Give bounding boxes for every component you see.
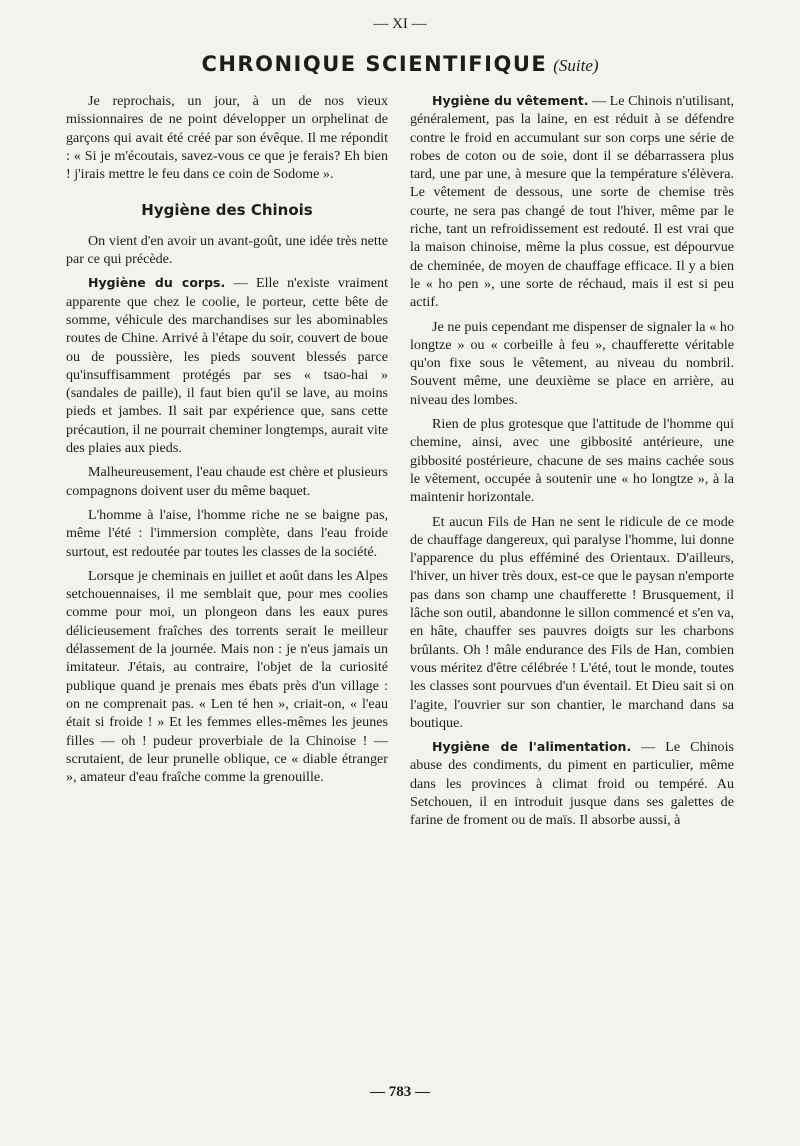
runin-heading-vetement: Hygiène du vêtement. [432,93,589,108]
page-roman-numeral: — XI — [373,16,427,32]
page-number: — 783 — [370,1084,430,1100]
paragraph-aucun: Et aucun Fils de Han ne sent le ridicule de ce mode de chauffage dangereux, qui paralyse l'homme, lui donne l'apparence du plus efféminé des Orientaux. D'ailleurs, l'hiver, un hiver très doux, est-ce que le paysan n'emporte pas dans son champ une chaufferette ! Brusquement, il lâche son outil, abandonne le sillon commencé et s'en va, en hâte, chauffer ses pauvres doigts sur les charbons brûlants. Oh ! mâle endurance des Fils de Han, combien vous méritez d'être célébrée ! L'été, tout le monde, toutes les classes sont pourvues d'un éventail. Et Dieu sait si on l'agite, l'ouvrier sur son chantier, le marchand dans sa boutique. [410,513,734,731]
chronicle-title: CHRONIQUE SCIENTIFIQUE [201,52,548,76]
paragraph-intro: Je reprochais, un jour, à un de nos vieux missionnaires de ne point développer un orphelinat de garçons qui avait été créé par son évêque. Il me répondit : « Si je m'écoutais, savez-vous ce que je ferais? Eh bien ! j'irais mettre le feu dans ce coin de Sodome ». [66,93,388,183]
paragraph-homme-aise: L'homme à l'aise, l'homme riche ne se baigne pas, même l'été : l'immersion complète, dans l'eau froide surtout, est redoutée par toutes les classes de la société. [66,506,388,560]
right-column [410,92,734,836]
corps-text: — Elle n'existe vraiment apparente que chez le coolie, le porteur, cette bête de somme, véhicule des marchandises sur les abominables routes de Chine. Arrivé à l'étape du soir, couvert de boue ou de poussière, les pieds souvent blessés parce qu'insuffisamment protégés par ses « tsao-hai » (sandales de paille), il faut bien qu'il se lave, au moins pieds et jambes. Il sait par expérience que, sans cette précaution, il ne pourrait cheminer longtemps, aurait vite des plaies aux pieds. [66,275,388,457]
paragraph-malheureusement: Malheureusement, l'eau chaude est chère et plusieurs compagnons doivent user du même baquet. [66,464,388,499]
paragraph-rien: Rien de plus grotesque que l'attitude de l'homme qui chemine, ainsi, avec une gibbosité antérieure, une gibbosité postérieure, chacune de ses mains cachée sous le vêtement, occupée à soutenir une « ho longtze », à la maintenir horizontale. [410,416,734,506]
paragraph-avant-gout: On vient d'en avoir un avant-goût, une idée très nette par ce qui précède. [66,232,388,268]
paragraph-je-ne-puis: Je ne puis cependant me dispenser de signaler la « ho longtze » ou « corbeille à feu », chaufferette véritable qu'on fixe sous le vêtement, au niveau du nombril. Souvent même, une deuxième se place en arrière, au niveau des lombes. [410,318,734,408]
title-suite: (Suite) [553,56,599,75]
runin-heading-corps: Hygiène du corps. [88,275,226,291]
runin-heading-alimentation: Hygiène de l'alimentation. [432,739,632,755]
section-heading: Hygiène des Chinois [141,201,313,220]
paragraph-hygiene-vetement [410,92,734,312]
page-title [0,52,800,76]
vetement-text: — Le Chinois n'utilisant, généralement, pas la laine, en est réduit à se défendre contre le froid en accumulant sur son corps une série de robes de coton ou de soie, dont il se débarrassera plus tard, une par une, à mesure que la température s'élèvera. Le vêtement de dessous, une sorte de chemise très courte, ne sera pas changé de tout l'hiver, même par le riche, tant un refroidissement est redouté. Il est vrai que la maison chinoise, même la plus cossue, est dépourvue de cheminée, de moyen de chauffage efficace. Il y a bien le « ho pen », une sorte de réchaud, mais il est si peu actif. [410,93,735,311]
alimentation-text: — Le Chinois abuse des condiments, du piment en particulier, même dans les provinces à climat froid ou tempéré. Au Setchouen, il en introduit jusque dans ses galettes de farine de froment ou de maïs. Il absorbe aussi, à [410,739,735,829]
paragraph-hygiene-corps [66,274,388,457]
paragraph-lorsque: Lorsque je cheminais en juillet et août dans les Alpes setchouennaises, il me semblait que, pour mes coolies comme pour moi, un plongeon dans les eaux pures délicieusement fraîches des torrents serait le meilleur délassement de la journée. Mais non : je n'eus jamais un imitateur. J'étais, au contraire, l'objet de la curiosité publique quand je prenais mes ébats près d'un village : on ne comprenait pas. « Len té hen », criait-on, « l'eau était si froide ! » Et les femmes elles-mêmes les jeunes filles — oh ! pudeur proverbiale de la Chinoise ! — scrutaient, de leur prunelle oblique, ce « diable étranger », amateur d'eau fraîche comme la grenouille. [66,567,388,786]
paragraph-hygiene-alimentation [410,738,734,829]
left-column [66,92,388,792]
